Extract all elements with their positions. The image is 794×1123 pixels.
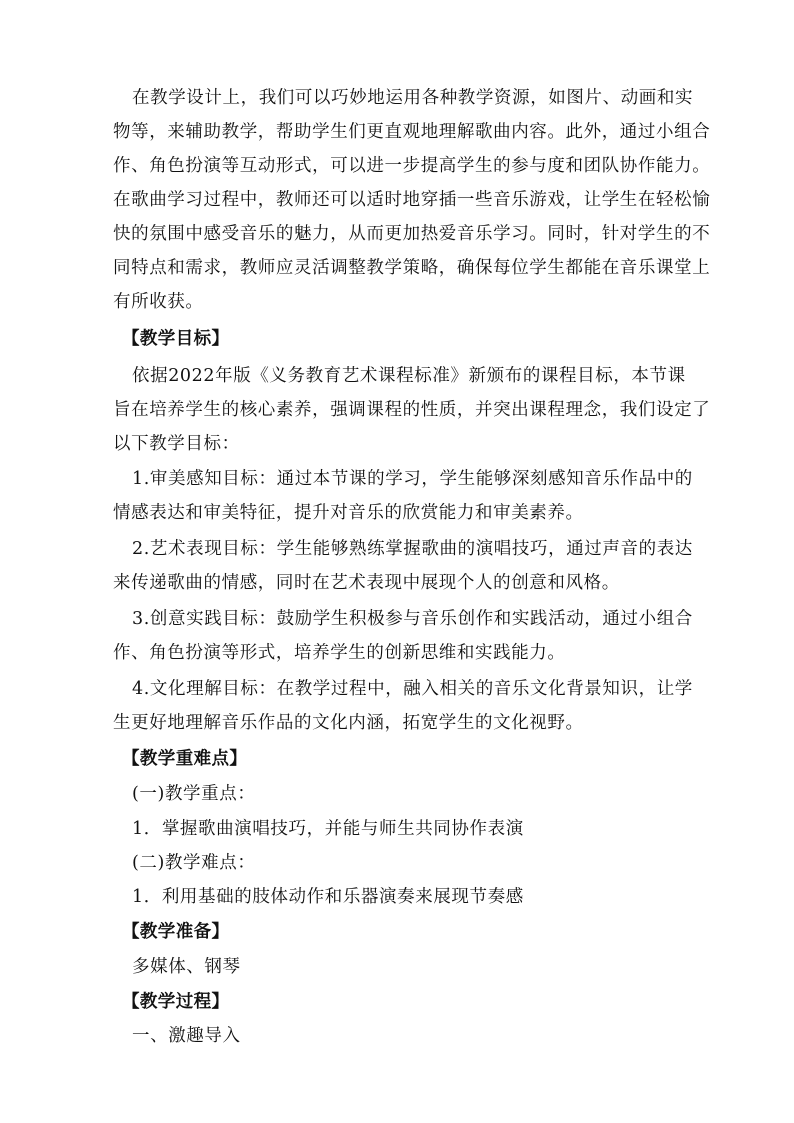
objective-1-line-1: 1.审美感知目标：通过本节课的学习，学生能够深刻感知音乐作品中的 [132, 469, 693, 489]
key-points-heading: 【教学重难点】 [122, 749, 248, 769]
difficulty-item: 1．利用基础的肢体动作和乐器演奏来展现节奏感 [132, 887, 524, 907]
focus-item: 1．掌握歌曲演唱技巧，并能与师生共同协作表演 [132, 819, 524, 839]
preparation-text: 多媒体、钢琴 [132, 957, 241, 977]
focus-label: (一)教学重点： [132, 784, 256, 804]
objective-2-line-2: 来传递歌曲的情感，同时在艺术表现中展现个人的创意和风格。 [113, 573, 620, 593]
objective-4-line-2: 生更好地理解音乐作品的文化内涵，拓宽学生的文化视野。 [113, 713, 584, 733]
objectives-intro-line-1: 依据2022年版《义务教育艺术课程标准》新颁布的课程目标，本节课 [132, 366, 686, 386]
objective-4-line-1: 4.文化理解目标：在教学过程中，融入相关的音乐文化背景知识，让学 [132, 679, 693, 699]
intro-line-2: 物等，来辅助教学，帮助学生们更直观地理解歌曲内容。此外，通过小组合 [113, 122, 711, 142]
preparation-heading: 【教学准备】 [122, 922, 230, 942]
process-step-1: 一、激趣导入 [132, 1026, 241, 1046]
objective-3-line-1: 3.创意实践目标：鼓励学生积极参与音乐创作和实践活动，通过小组合 [132, 609, 693, 629]
difficulty-label: (二)教学难点： [132, 853, 256, 873]
intro-line-3: 作、角色扮演等互动形式，可以进一步提高学生的参与度和团队协作能力。 [113, 156, 711, 176]
intro-line-7: 有所收获。 [113, 292, 204, 312]
objectives-heading: 【教学目标】 [122, 329, 230, 349]
intro-line-5: 快的氛围中感受音乐的魅力，从而更加热爱音乐学习。同时，针对学生的不 [113, 224, 711, 244]
intro-line-1: 在教学设计上，我们可以巧妙地运用各种教学资源，如图片、动画和实 [132, 88, 694, 108]
objective-3-line-2: 作、角色扮演等形式，培养学生的创新思维和实践能力。 [113, 643, 566, 663]
process-heading: 【教学过程】 [122, 992, 230, 1012]
objective-1-line-2: 情感表达和审美特征，提升对音乐的欣赏能力和审美素养。 [113, 503, 584, 523]
objectives-intro-line-3: 以下教学目标： [113, 434, 240, 454]
intro-line-6: 同特点和需求，教师应灵活调整教学策略，确保每位学生都能在音乐课堂上 [113, 258, 711, 278]
objective-2-line-1: 2.艺术表现目标：学生能够熟练掌握歌曲的演唱技巧，通过声音的表达 [132, 539, 693, 559]
intro-line-4: 在歌曲学习过程中，教师还可以适时地穿插一些音乐游戏，让学生在轻松愉 [113, 190, 711, 210]
objectives-intro-line-2: 旨在培养学生的核心素养，强调课程的性质，并突出课程理念，我们设定了 [113, 400, 711, 420]
